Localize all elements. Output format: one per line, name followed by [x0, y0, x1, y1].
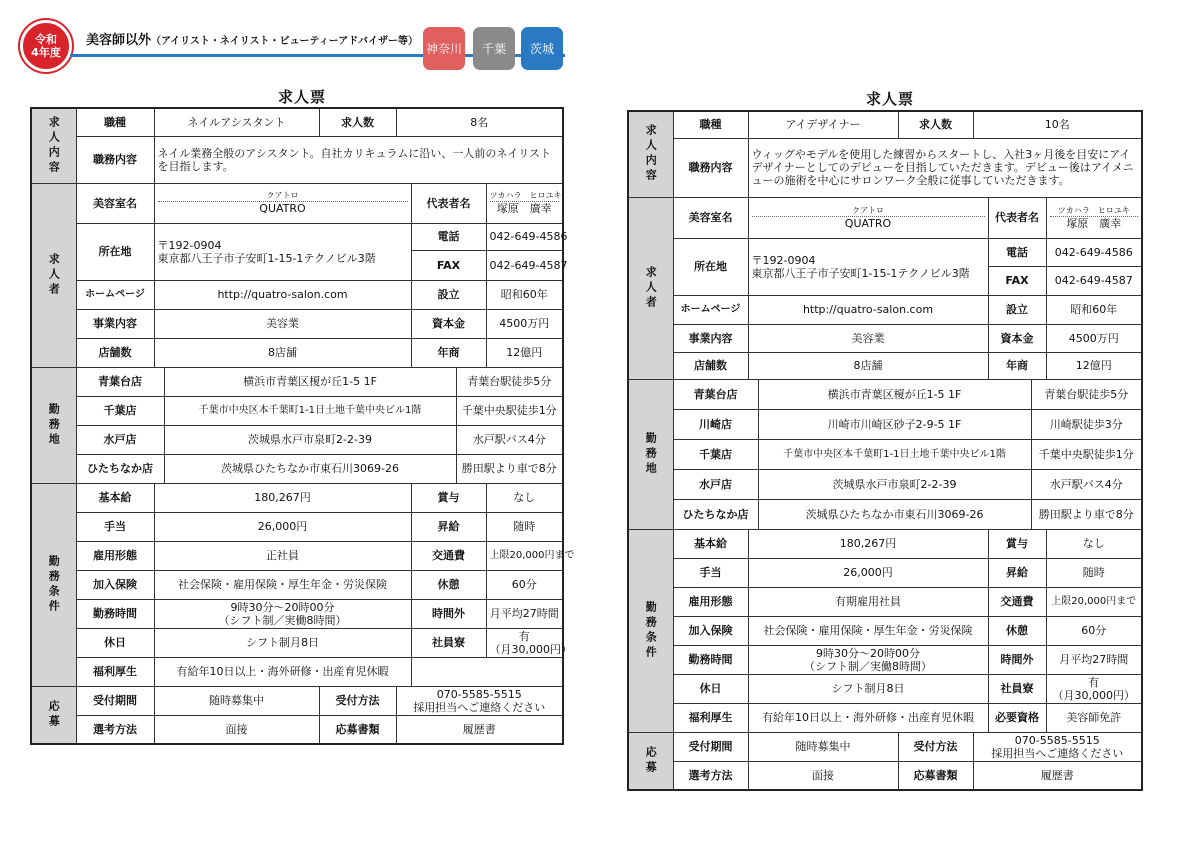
- prefecture-tag-chiba: 千葉: [473, 27, 515, 70]
- label-documents: 応募書類: [898, 761, 973, 790]
- label-headcount: 求人数: [898, 111, 973, 138]
- label-holidays: 休日: [76, 628, 154, 657]
- value-dorm: [486, 628, 573, 657]
- value-stores: 8店舗: [748, 352, 988, 379]
- location-name: 千葉店: [76, 396, 164, 425]
- value-overtime: 月平均27時間: [486, 599, 563, 628]
- value-founded: 昭和60年: [1046, 295, 1142, 324]
- label-overtime: 時間外: [411, 599, 486, 628]
- salon-name-kana: クアトロ: [158, 191, 408, 202]
- category-title: [86, 29, 418, 48]
- hours-note: （シフト制／実働8時間）: [804, 659, 932, 673]
- section-employer: 求人者: [31, 183, 76, 367]
- value-job-desc: ウィッグやモデルを使用した練習からスタートし、入社3ヶ月後を目安にアイデザイナーとしてのデビューを目指していただきます。デビュー後はアイメニューの施術を中心にサロンワーク全般に従事していただきます。: [748, 138, 1142, 197]
- contact-note: 採用担当へご連絡ください: [991, 746, 1124, 760]
- value-salon-name: [748, 197, 988, 238]
- location-name: 青葉台店: [673, 379, 758, 409]
- section-job-content: 求人内容: [628, 111, 673, 197]
- label-employment: 雇用形態: [76, 541, 154, 570]
- value-break: 60分: [486, 570, 563, 599]
- dorm-rent: （月30,000円）: [1052, 688, 1135, 702]
- hours-note: （シフト制／実働8時間）: [218, 613, 347, 627]
- label-rep: 代表者名: [411, 183, 486, 223]
- prefecture-tag-ibaraki: 茨城: [521, 27, 563, 70]
- location-access: 青葉台駅徒歩5分: [456, 367, 563, 396]
- location-access: 水戸駅バス4分: [1031, 469, 1142, 499]
- location-address: 茨城県水戸市泉町2-2-39: [164, 425, 456, 454]
- job-sheet-left: [30, 107, 575, 745]
- label-raise: 昇給: [411, 512, 486, 541]
- value-job-type: アイデザイナー: [748, 111, 898, 138]
- section-location: 勤務地: [31, 367, 76, 483]
- job-sheet-title-left: 求人票: [278, 88, 327, 106]
- salon-name-text: QUATRO: [259, 202, 306, 215]
- label-transport: 交通費: [988, 587, 1046, 616]
- label-address: 所在地: [673, 238, 748, 295]
- value-tel: 042-649-4586: [486, 223, 563, 250]
- value-employment: 正社員: [154, 541, 411, 570]
- prefecture-tag-kanagawa: 神奈川: [423, 27, 465, 70]
- value-hours: [154, 599, 411, 628]
- label-capital: 資本金: [988, 324, 1046, 352]
- value-raise: 随時: [1046, 558, 1142, 587]
- value-period: 随時募集中: [748, 732, 898, 761]
- job-sheet-right: [627, 110, 1143, 791]
- rep-kana: ツカハラ ヒロユキ: [489, 191, 562, 200]
- label-revenue: 年商: [411, 338, 486, 367]
- value-rep: [486, 183, 563, 223]
- value-bonus: なし: [1046, 529, 1142, 558]
- value-salon-name: [154, 183, 411, 223]
- label-hours: 勤務時間: [76, 599, 154, 628]
- value-contact: [973, 732, 1142, 761]
- address-text: 東京都八王子市子安町1-15-1テクノビル3階: [751, 266, 970, 280]
- value-base-salary: 180,267円: [748, 529, 988, 558]
- label-bonus: 賞与: [411, 483, 486, 512]
- contact-phone: 070-5585-5515: [436, 687, 522, 701]
- value-rep: [1046, 197, 1142, 238]
- value-transport: 上限20,000円まで: [486, 541, 563, 570]
- value-tel: 042-649-4586: [1046, 238, 1142, 266]
- label-benefits: 福利厚生: [76, 657, 154, 686]
- label-allowance: 手当: [673, 558, 748, 587]
- location-address: 千葉市中央区本千葉町1-1日土地千葉中央ビル1階: [758, 439, 1031, 469]
- section-employer: 求人者: [628, 197, 673, 379]
- label-revenue: 年商: [988, 352, 1046, 379]
- hours-time: 9時30分～20時00分: [230, 600, 335, 614]
- label-headcount: 求人数: [319, 108, 396, 136]
- value-homepage: http://quatro-salon.com: [748, 295, 988, 324]
- value-selection: 面接: [154, 715, 319, 744]
- location-name: ひたちなか店: [76, 454, 164, 483]
- value-holidays: シフト制月8日: [154, 628, 411, 657]
- value-headcount: 8名: [396, 108, 563, 136]
- value-revenue: 12億円: [1046, 352, 1142, 379]
- label-contact: 受付方法: [898, 732, 973, 761]
- value-period: 随時募集中: [154, 686, 319, 715]
- label-required: 必要資格: [988, 703, 1046, 732]
- label-transport: 交通費: [411, 541, 486, 570]
- location-address: 茨城県水戸市泉町2-2-39: [758, 469, 1031, 499]
- location-access: 青葉台駅徒歩5分: [1031, 379, 1142, 409]
- label-tel: 電話: [988, 238, 1046, 266]
- label-stores: 店舗数: [76, 338, 154, 367]
- value-holidays: シフト制月8日: [748, 674, 988, 703]
- value-homepage: http://quatro-salon.com: [154, 280, 411, 309]
- value-overtime: 月平均27時間: [1046, 645, 1142, 674]
- location-access: 勝田駅より車で8分: [1031, 499, 1142, 529]
- zip-code: 〒192-0904: [157, 238, 222, 252]
- label-break: 休憩: [988, 616, 1046, 645]
- label-business: 事業内容: [76, 309, 154, 338]
- section-apply: 応募: [628, 732, 673, 790]
- job-sheet-title-right: 求人票: [866, 90, 915, 108]
- zip-code: 〒192-0904: [751, 253, 816, 267]
- value-bonus: なし: [486, 483, 563, 512]
- value-base-salary: 180,267円: [154, 483, 411, 512]
- location-access: 千葉中央駅徒歩1分: [456, 396, 563, 425]
- value-hours: [748, 645, 988, 674]
- contact-phone: 070-5585-5515: [1014, 733, 1100, 747]
- location-name: 青葉台店: [76, 367, 164, 396]
- location-name: ひたちなか店: [673, 499, 758, 529]
- location-access: 川崎駅徒歩3分: [1031, 409, 1142, 439]
- value-founded: 昭和60年: [486, 280, 563, 309]
- label-job-desc: 職務内容: [76, 136, 154, 183]
- section-location: 勤務地: [628, 379, 673, 529]
- value-employment: 有期雇用社員: [748, 587, 988, 616]
- label-tel: 電話: [411, 223, 486, 250]
- label-allowance: 手当: [76, 512, 154, 541]
- location-access: 水戸駅バス4分: [456, 425, 563, 454]
- label-job-type: 職種: [76, 108, 154, 136]
- value-transport: 上限20,000円まで: [1046, 587, 1142, 616]
- value-break: 60分: [1046, 616, 1142, 645]
- value-documents: 履歴書: [973, 761, 1142, 790]
- label-raise: 昇給: [988, 558, 1046, 587]
- label-stores: 店舗数: [673, 352, 748, 379]
- label-break: 休憩: [411, 570, 486, 599]
- value-required: 美容師免許: [1046, 703, 1142, 732]
- label-base-salary: 基本給: [673, 529, 748, 558]
- category-subtitle: （アイリスト・ネイリスト・ビューティーアドバイザー等）: [151, 36, 419, 47]
- label-business: 事業内容: [673, 324, 748, 352]
- label-job-type: 職種: [673, 111, 748, 138]
- label-homepage: ホームページ: [673, 295, 748, 324]
- location-address: 川崎市川崎区砂子2-9-5 1F: [758, 409, 1031, 439]
- rep-text: 塚原 廣幸: [1066, 216, 1122, 230]
- label-employment: 雇用形態: [673, 587, 748, 616]
- label-selection: 選考方法: [76, 715, 154, 744]
- value-address: [154, 223, 411, 280]
- location-address: 茨城県ひたちなか市東石川3069-26: [758, 499, 1031, 529]
- contact-note: 採用担当へご連絡ください: [413, 700, 546, 714]
- label-dorm: 社員寮: [411, 628, 486, 657]
- label-holidays: 休日: [673, 674, 748, 703]
- label-salon-name: 美容室名: [673, 197, 748, 238]
- label-selection: 選考方法: [673, 761, 748, 790]
- value-allowance: 26,000円: [748, 558, 988, 587]
- label-period: 受付期間: [76, 686, 154, 715]
- label-rep: 代表者名: [988, 197, 1046, 238]
- rep-text: 塚原 廣幸: [496, 202, 552, 215]
- label-founded: 設立: [988, 295, 1046, 324]
- label-benefits: 福利厚生: [673, 703, 748, 732]
- value-headcount: 10名: [973, 111, 1142, 138]
- location-address: 横浜市青葉区榎が丘1-5 1F: [164, 367, 456, 396]
- label-hours: 勤務時間: [673, 645, 748, 674]
- label-founded: 設立: [411, 280, 486, 309]
- location-address: 千葉市中央区本千葉町1-1日土地千葉中央ビル1階: [164, 396, 456, 425]
- section-conditions: 勤務条件: [31, 483, 76, 686]
- label-documents: 応募書類: [319, 715, 396, 744]
- location-access: 千葉中央駅徒歩1分: [1031, 439, 1142, 469]
- value-benefits: 有給年10日以上・海外研修・出産育児休暇: [748, 703, 988, 732]
- value-benefits: 有給年10日以上・海外研修・出産育児休暇: [154, 657, 411, 686]
- label-bonus: 賞与: [988, 529, 1046, 558]
- label-salon-name: 美容室名: [76, 183, 154, 223]
- location-name: 川崎店: [673, 409, 758, 439]
- label-address: 所在地: [76, 223, 154, 280]
- value-fax: 042-649-4587: [1046, 266, 1142, 295]
- rep-kana: ツカハラ ヒロユキ: [1050, 206, 1139, 217]
- value-job-type: ネイルアシスタント: [154, 108, 319, 136]
- value-stores: 8店舗: [154, 338, 411, 367]
- label-contact: 受付方法: [319, 686, 396, 715]
- location-name: 水戸店: [76, 425, 164, 454]
- section-job-content: 求人内容: [31, 108, 76, 183]
- hours-time: 9時30分～20時00分: [816, 646, 920, 660]
- label-insurance: 加入保険: [673, 616, 748, 645]
- location-name: 水戸店: [673, 469, 758, 499]
- value-selection: 面接: [748, 761, 898, 790]
- address-text: 東京都八王子市子安町1-15-1テクノビル3階: [157, 251, 376, 265]
- label-base-salary: 基本給: [76, 483, 154, 512]
- value-business: 美容業: [748, 324, 988, 352]
- value-capital: 4500万円: [486, 309, 563, 338]
- salon-name-kana: クアトロ: [752, 206, 985, 217]
- value-business: 美容業: [154, 309, 411, 338]
- location-address: 茨城県ひたちなか市東石川3069-26: [164, 454, 456, 483]
- category-title-main: 美容師以外: [86, 33, 152, 48]
- salon-name-text: QUATRO: [844, 216, 892, 230]
- value-fax: 042-649-4587: [486, 250, 563, 280]
- section-apply: 応募: [31, 686, 76, 744]
- value-raise: 随時: [486, 512, 563, 541]
- value-capital: 4500万円: [1046, 324, 1142, 352]
- section-conditions: 勤務条件: [628, 529, 673, 732]
- value-address: [748, 238, 988, 295]
- value-job-desc: ネイル業務全般のアシスタント。自社カリキュラムに沿い、一人前のネイリストを目指します。: [154, 136, 563, 183]
- label-fax: FAX: [411, 250, 486, 280]
- label-homepage: ホームページ: [76, 280, 154, 309]
- value-insurance: 社会保険・雇用保険・厚生年金・労災保険: [748, 616, 988, 645]
- label-insurance: 加入保険: [76, 570, 154, 599]
- dorm-rent: （月30,000円）: [489, 642, 573, 656]
- location-address: 横浜市青葉区榎が丘1-5 1F: [758, 379, 1031, 409]
- location-name: 千葉店: [673, 439, 758, 469]
- label-capital: 資本金: [411, 309, 486, 338]
- label-dorm: 社員寮: [988, 674, 1046, 703]
- dorm-availability: 有: [1088, 675, 1100, 689]
- value-contact: [396, 686, 563, 715]
- label-overtime: 時間外: [988, 645, 1046, 674]
- label-job-desc: 職務内容: [673, 138, 748, 197]
- value-dorm: [1046, 674, 1142, 703]
- value-blank: [411, 657, 563, 686]
- value-allowance: 26,000円: [154, 512, 411, 541]
- year-badge: 令和 4年度: [20, 20, 72, 72]
- label-period: 受付期間: [673, 732, 748, 761]
- value-insurance: 社会保険・雇用保険・厚生年金・労災保険: [154, 570, 411, 599]
- dorm-availability: 有: [518, 629, 530, 643]
- value-revenue: 12億円: [486, 338, 563, 367]
- value-documents: 履歴書: [396, 715, 563, 744]
- label-fax: FAX: [988, 266, 1046, 295]
- location-access: 勝田駅より車で8分: [456, 454, 563, 483]
